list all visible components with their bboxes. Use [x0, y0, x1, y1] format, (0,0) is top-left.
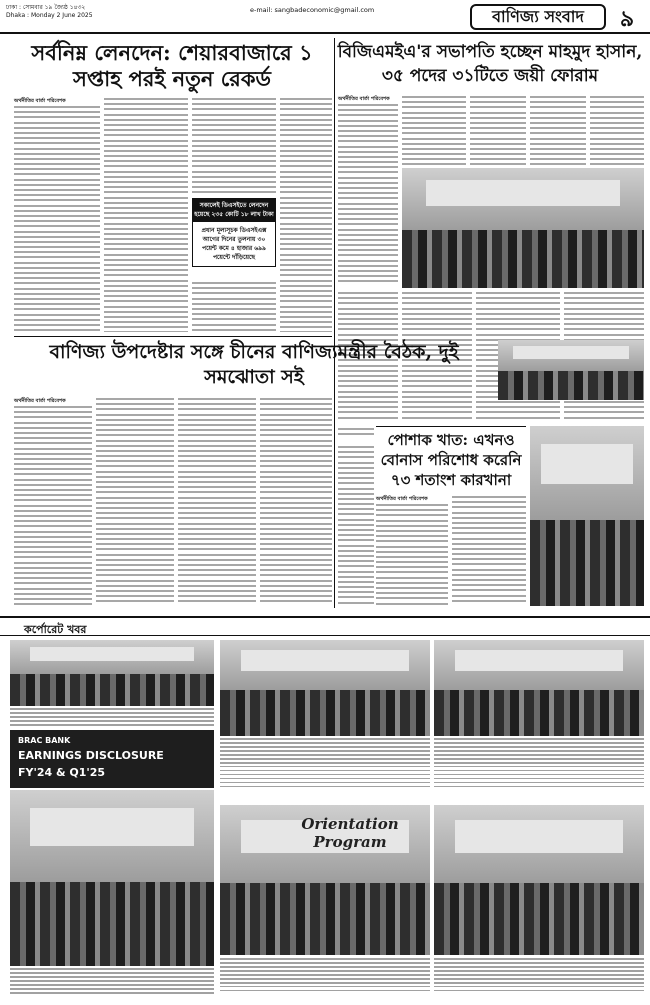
page-header	[0, 0, 650, 34]
masthead-logo: বাণিজ্য সংবাদ	[470, 4, 606, 30]
contact-email[interactable]: e-mail: sangbadeconomic@gmail.com	[250, 6, 375, 14]
story-4-byline: অর্থনীতির বার্তা পরিবেশক	[376, 496, 428, 502]
commerce-meeting-photo	[498, 340, 644, 400]
pull-quote-highlight: সকালেই ডিএসইতে লেনদেন হয়েছে ২৩৫ কোটি ১৮ লাখ টাকা	[192, 198, 276, 222]
garment-worker-photo	[530, 426, 644, 606]
corporate-photo-2	[220, 640, 430, 736]
story-3-text-column-5	[338, 428, 374, 442]
story-4-top-rule	[376, 426, 526, 427]
story-4-headline[interactable]: পোশাক খাত: এখনও বোনাস পরিশোধ করেনি ৭৩ শতাংশ কারখানা	[380, 431, 522, 489]
story-2-byline: অর্থনীতির বার্তা পরিবেশক	[338, 96, 390, 102]
corporate-caption-5	[434, 738, 644, 800]
corporate-photo-1	[10, 640, 214, 706]
story-3-text-column-3	[178, 398, 256, 606]
story-1-text-column-3	[192, 98, 276, 194]
corporate-news-section-bar	[0, 616, 650, 636]
story-2-text-column-5	[590, 96, 644, 166]
brac-bank-earnings-banner	[10, 730, 214, 788]
story-1-byline: অর্থনীতির বার্তা পরিবেশক	[14, 98, 66, 104]
story-3-headline[interactable]: বাণিজ্য উপদেষ্টার সঙ্গে চীনের বাণিজ্যমন্ত্রীর বৈঠক, দুই সমঝোতা সই	[49, 341, 459, 388]
story-2-text-column-2	[402, 96, 466, 166]
story-1-headline[interactable]: সর্বনিম্ন লেনদেন: শেয়ারবাজারে ১ সপ্তাহ পরই নতুন রেকর্ড	[31, 40, 313, 91]
bgmea-meeting-photo	[402, 168, 644, 288]
story-1-text-column-3b	[192, 282, 276, 332]
story-4-text-column-1	[376, 504, 448, 608]
corporate-caption-2	[10, 968, 214, 1002]
story-1-text-column-4	[280, 98, 332, 332]
story-2-text-column-1	[338, 104, 398, 286]
page-number: ৯	[619, 7, 635, 32]
pull-quote-body: প্রধান মূল্যসূচক ডিএসইএক্স আগের দিনের তুলনায় ৩০ পয়েন্ট কমে ৪ হাজার ৬৯৯ পয়েন্টে দাঁড়িয়েছে	[192, 222, 276, 267]
story-1-text-column-1	[14, 106, 100, 332]
corporate-photo-4	[434, 805, 644, 955]
corporate-caption-3	[220, 738, 430, 800]
corporate-photo-3	[434, 640, 644, 736]
story-2-text-column-10	[338, 446, 374, 608]
brac-bank-logo-text: BRAC BANK	[18, 736, 71, 745]
story-3-text-column-4	[260, 398, 332, 606]
corporate-caption-1	[10, 708, 214, 728]
story-2-headline[interactable]: বিজিএমইএ'র সভাপতি হচ্ছেন মাহমুদ হাসান, ৩৫ পদের ৩১টিতে জয়ী ফোরাম	[337, 42, 643, 86]
column-divider	[334, 38, 335, 608]
brac-bank-video-conference-photo	[10, 790, 214, 966]
earnings-disclosure-title: EARNINGS DISCLOSURE	[18, 749, 164, 762]
story-2-text-column-4	[530, 96, 586, 166]
story-2-text-column-3	[470, 96, 526, 166]
section-divider	[14, 336, 332, 337]
orientation-program-banner: Orientation Program	[301, 815, 399, 851]
issue-date	[6, 4, 176, 20]
story-1-text-column-2	[104, 98, 188, 332]
issue-date-english: Dhaka : Monday 2 June 2025	[6, 12, 93, 19]
corporate-caption-6	[434, 958, 644, 1002]
corporate-news-title: কর্পোরেট খবর	[24, 623, 87, 636]
issue-date-bangla: ঢাকা : সোমবার ১৯ জ্যৈষ্ঠ ১৪৩২	[6, 4, 86, 11]
story-1-pull-quote	[192, 198, 276, 267]
earnings-disclosure-period: FY'24 & Q1'25	[18, 766, 106, 779]
story-3-text-column-2	[96, 398, 174, 606]
story-3-byline: অর্থনীতির বার্তা পরিবেশক	[14, 398, 66, 404]
story-3-text-column-1	[14, 406, 92, 606]
story-4-text-column-2	[452, 496, 526, 608]
corporate-caption-4	[220, 958, 430, 1002]
